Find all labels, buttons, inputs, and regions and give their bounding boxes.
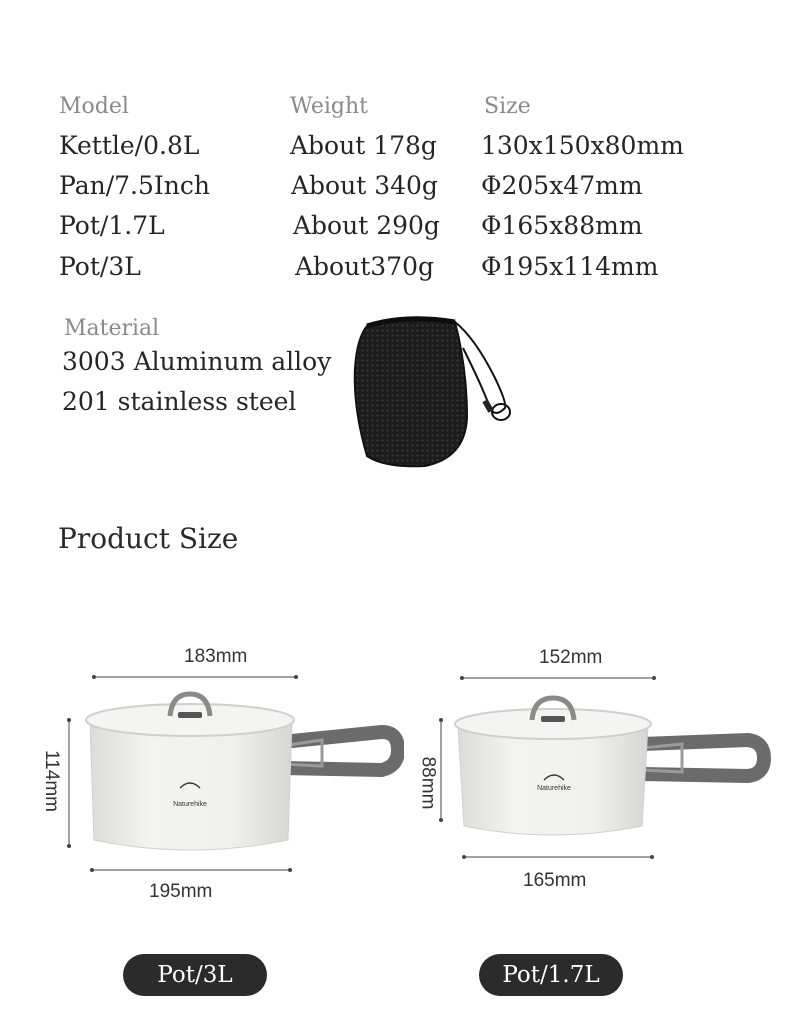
header-model: Model [59,94,129,119]
row-weight: About 290g [293,211,440,240]
material-label: Material [64,316,160,341]
base-width-label: 165mm [523,870,587,891]
row-size: Φ195x114mm [481,252,659,281]
pot-3l-image [82,690,404,860]
svg-text:Naturehike: Naturehike [537,785,571,792]
height-line [64,716,74,850]
header-weight: Weight [290,94,368,119]
lid-width-line [458,673,658,683]
row-size: Φ165x88mm [481,211,643,240]
lid-width-label: 183mm [184,646,248,667]
lid-width-label: 152mm [539,647,603,668]
row-model: Kettle/0.8L [59,131,200,160]
height-label: 88mm [417,756,439,810]
material-line: 201 stainless steel [62,387,297,416]
pot-1-7l-image [452,692,774,844]
base-width-line [460,852,656,862]
material-line: 3003 Aluminum alloy [62,347,332,376]
pot-1-7l-label: Pot/1.7L [479,954,623,996]
svg-text:Naturehike: Naturehike [173,801,207,808]
mesh-bag-image [345,308,525,476]
height-label: 114mm [40,750,62,812]
base-width-label: 195mm [149,881,213,902]
row-weight: About 178g [290,131,437,160]
base-width-line [88,865,294,875]
lid-width-line [90,672,300,682]
row-model: Pot/3L [59,252,141,281]
row-size: 130x150x80mm [481,131,684,160]
header-size: Size [484,94,531,119]
row-model: Pot/1.7L [59,211,165,240]
row-weight: About370g [295,252,434,281]
row-model: Pan/7.5Inch [59,171,210,200]
pot-3l-label: Pot/3L [123,954,267,996]
row-size: Φ205x47mm [481,171,643,200]
row-weight: About 340g [291,171,438,200]
product-size-title: Product Size [58,522,239,555]
